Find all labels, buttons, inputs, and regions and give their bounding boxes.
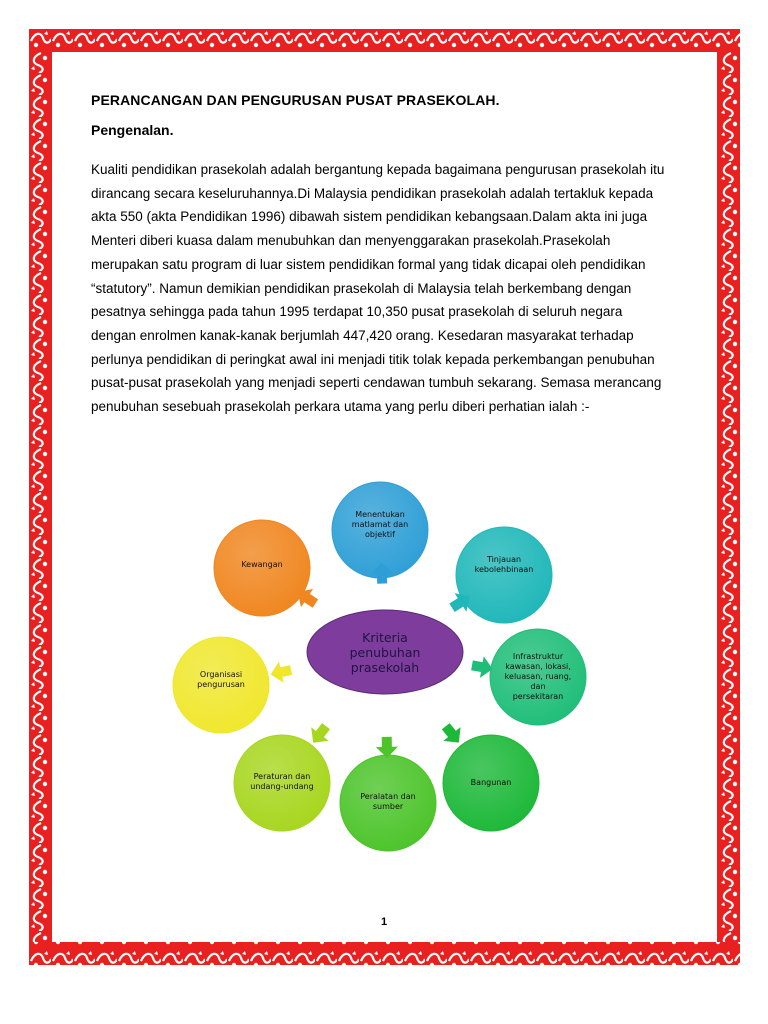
node-label-bangunan (443, 778, 539, 788)
node-label-line: Menentukan (355, 510, 405, 519)
paragraph-line: Menteri diberi kuasa dalam menubuhkan dan menyenggarakan prasekolah.Prasekolah (91, 233, 611, 249)
node-label-line: dan (530, 682, 546, 691)
node-label-line: objektif (365, 530, 395, 539)
paragraph-line: perlunya pendidikan di peringkat awal ini menjadi titik tolak kepada perkembangan penubuhan (91, 351, 655, 367)
criteria-diagram (160, 470, 620, 870)
node-circle-tinjauan (456, 527, 552, 623)
arrow-organisasi (268, 659, 293, 685)
intro-paragraph (91, 158, 691, 419)
node-label-line: Kewangan (241, 560, 283, 569)
paragraph-line: akta 550 (akta Pendidikan 1996) dibawah sistem pendidikan kebangsaan.Dalam akta ini juga (91, 209, 648, 225)
paragraph-line: Kualiti pendidikan prasekolah adalah bergantung kepada bagaimana pengurusan prasekolah itu (91, 162, 665, 177)
node-label-line: pengurusan (197, 680, 245, 689)
node-label-line: undang-undang (250, 782, 314, 791)
document-title: PERANCANGAN DAN PENGURUSAN PUSAT PRASEKOLAH. (91, 92, 500, 108)
center-label-line: penubuhan (349, 645, 421, 660)
node-label-organisasi (173, 670, 269, 690)
node-label-matlamat (332, 510, 428, 540)
paragraph-line: “statutory”. Namun demikian pendidikan prasekolah di Malaysia telah berkembang dengan (91, 280, 632, 296)
page-number: 1 (380, 916, 388, 928)
node-label-line: Peraturan dan (253, 772, 311, 781)
center-label (310, 630, 460, 675)
paragraph-line: penubuhan sesebuah prasekolah perkara utama yang perlu diberi perhatian ialah :- (91, 399, 590, 415)
paragraph-line: dirancang secara keseluruhannya.Di Malaysia pendidikan prasekolah adalah tertakluk kepada (91, 185, 654, 201)
node-label-line: persekitaran (512, 692, 564, 701)
node-label-peralatan (340, 792, 436, 812)
node-label-line: Tinjauan (486, 555, 522, 564)
section-heading: Pengenalan. (91, 122, 174, 138)
node-label-line: keluasan, ruang, (504, 672, 572, 681)
node-label-line: kebolehbinaan (474, 565, 534, 574)
node-label-peraturan (234, 772, 330, 792)
paragraph-line: pusat-pusat prasekolah yang menjadi seperti cendawan tumbuh sekarang. Semasa merancang (91, 375, 662, 391)
node-label-line: Infrastruktur (512, 652, 564, 661)
node-label-kewangan (214, 560, 310, 570)
center-label-line: Kriteria (362, 630, 408, 645)
node-label-line: Bangunan (470, 778, 512, 787)
node-label-line: Organisasi (199, 670, 243, 679)
center-label-line: prasekolah (350, 660, 420, 675)
paragraph-line: dengan enrolmen kanak-kanak berjumlah 447,420 orang. Kesedaran masyarakat terhadap (91, 327, 634, 343)
paragraph-line: pesatnya sehingga pada tahun 1995 terdapat 10,350 pusat prasekolah di seluruh negara (91, 304, 623, 320)
node-label-line: kawasan, lokasi, (505, 662, 571, 671)
node-label-tinjauan (456, 555, 552, 575)
paragraph-line: merupakan satu program di luar sistem pendidikan formal yang tidak dicapai oleh pendidikan (91, 256, 646, 272)
node-label-line: sumber (372, 802, 404, 811)
node-label-infrastruktur (490, 652, 586, 702)
node-label-line: matlamat dan (351, 520, 409, 529)
node-label-line: Peralatan dan (360, 792, 416, 801)
